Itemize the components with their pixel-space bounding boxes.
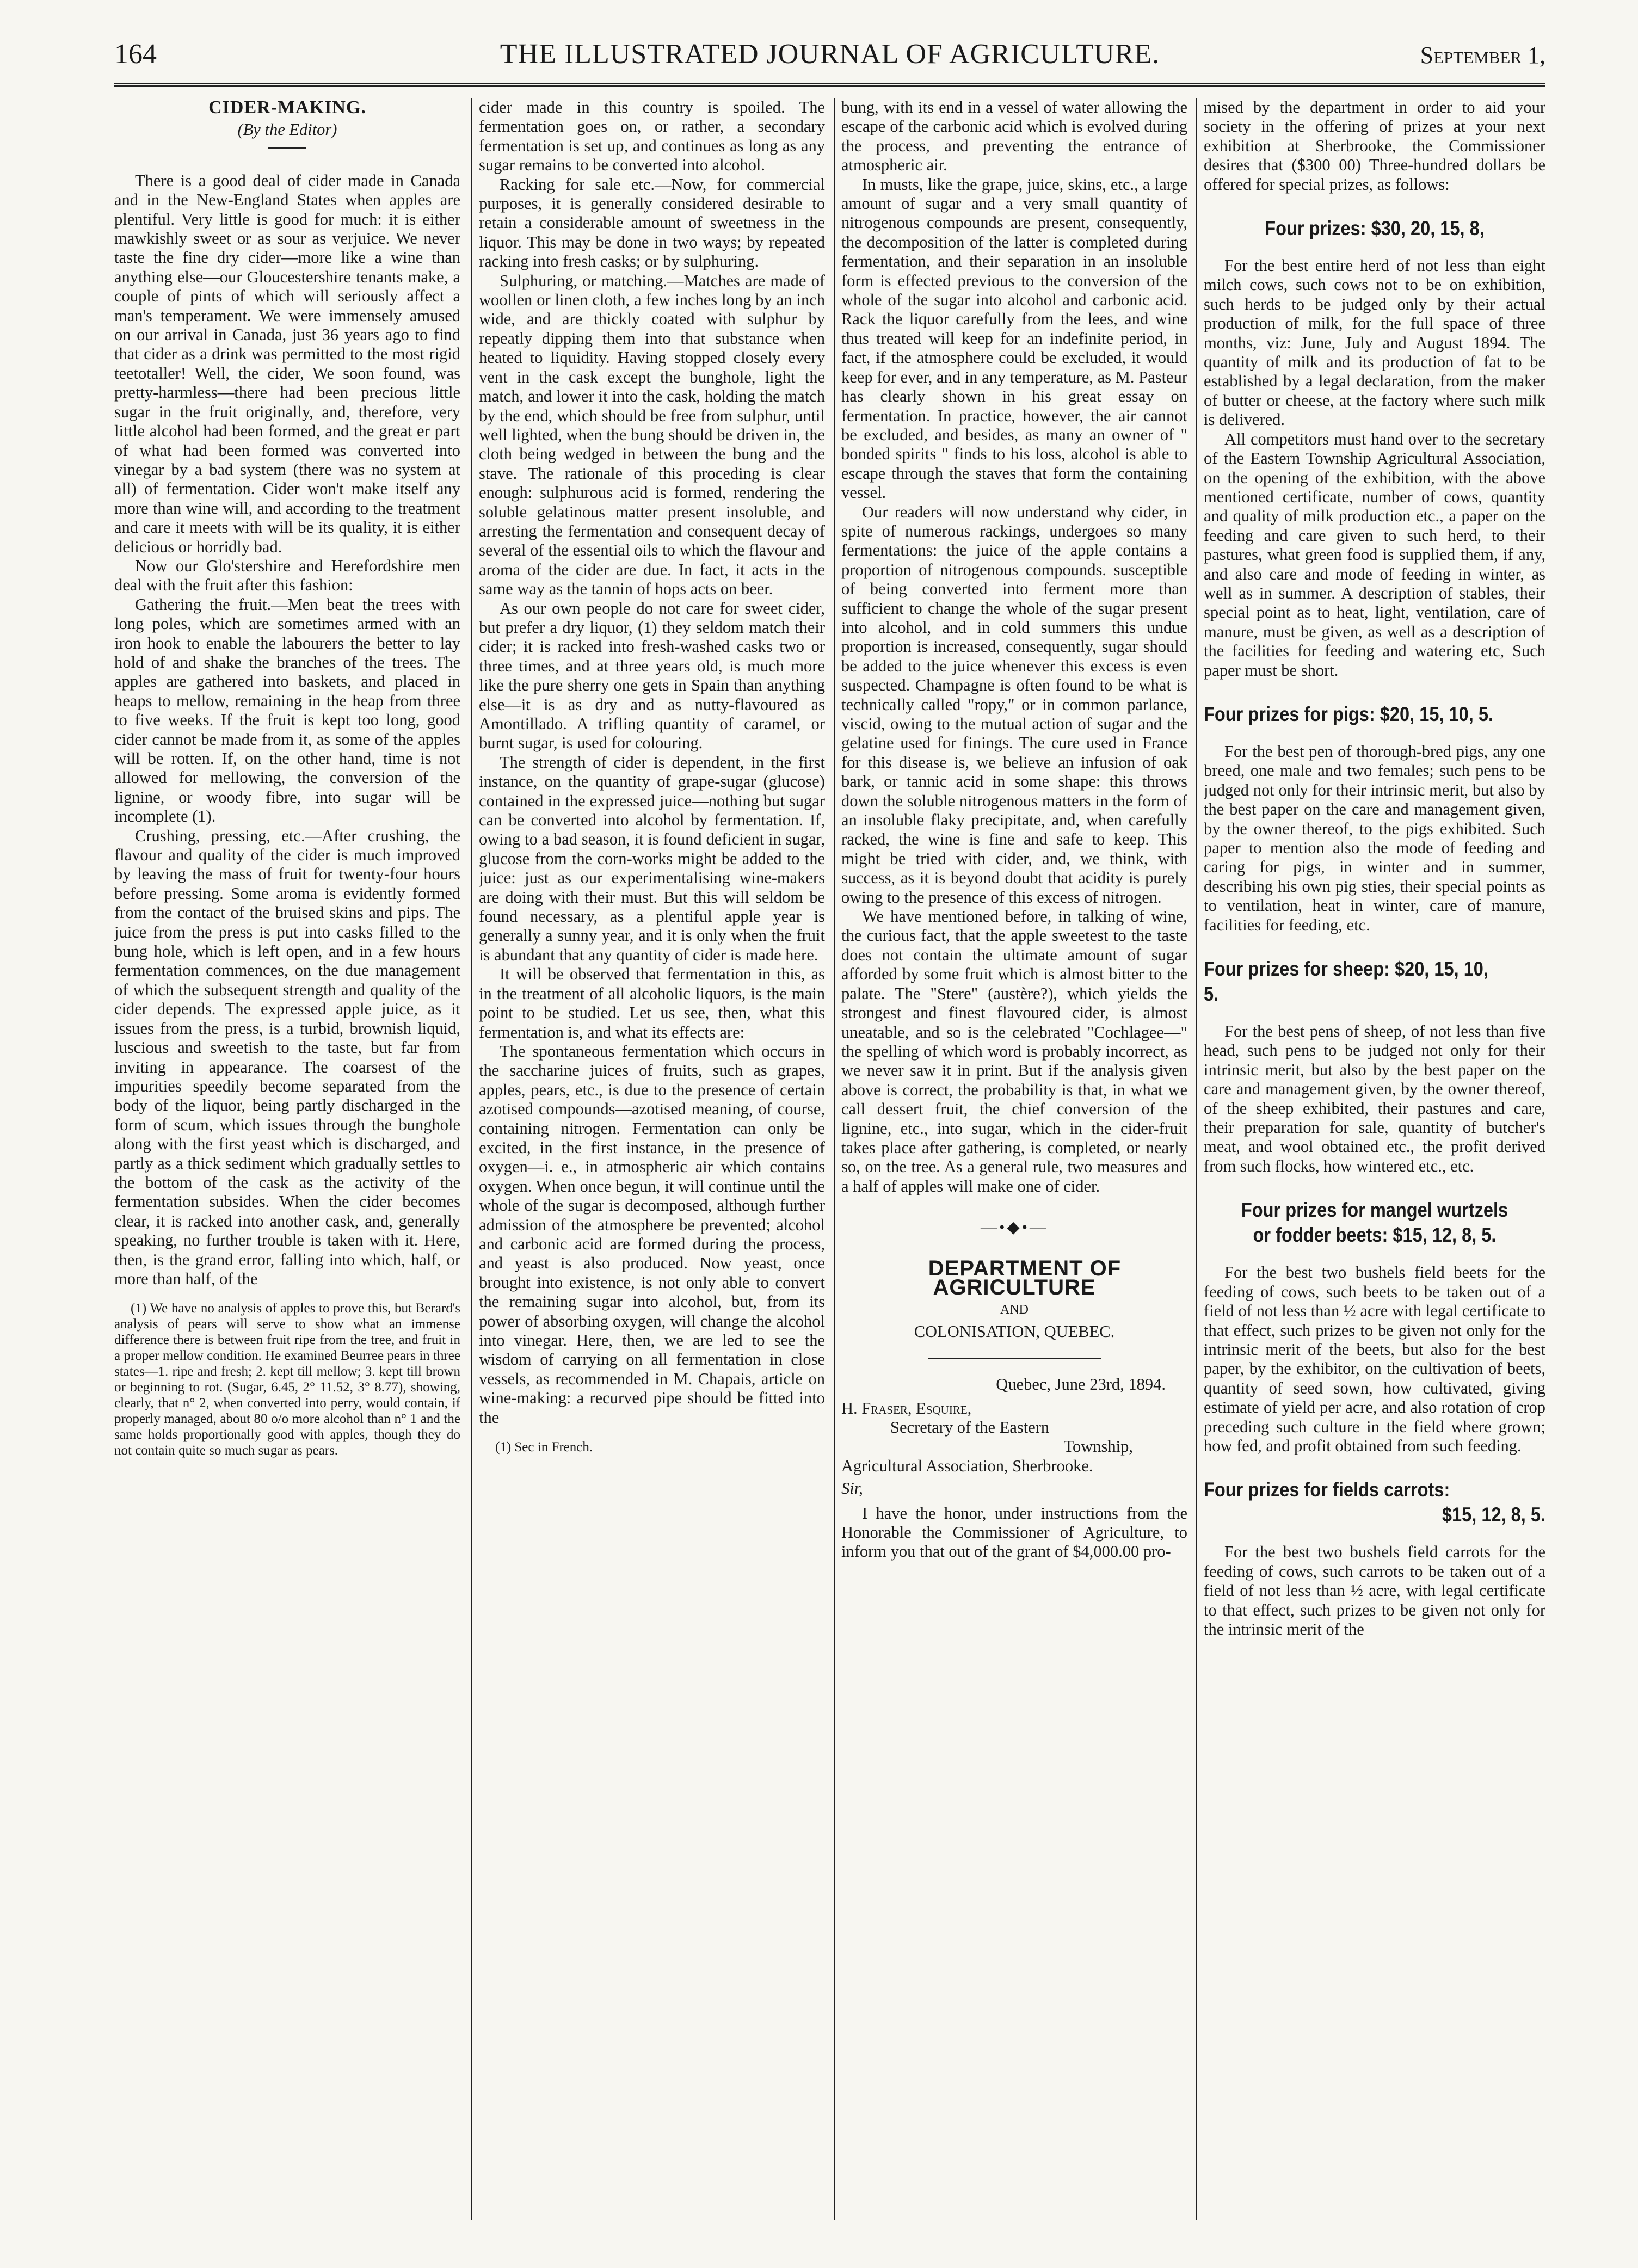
paragraph: Racking for sale etc.—Now, for commercial purposes, it is generally considered desirable to retain a considerable amount of sweetness in the liquor. This may be done in two ways; by repeated racking into fresh casks; or by sulphuring. [479, 175, 825, 271]
journal-title: THE ILLUSTRATED JOURNAL OF AGRICULTURE. [500, 39, 1160, 70]
footnote [114, 1301, 460, 1458]
paragraph: There is a good deal of cider made in Canada and in the New-England States when apples are plentiful. Very little is good for much: it is either mawkishly sweet or as sour as verjuice. We never taste the fine dry cider—more like a wine than anything else—our Gloucestershire tenants make, a couple of pints of which will seriously affect a man's temperament. We were immensely amused on our arrival in Canada, just 36 years ago to find that cider as a drink was permitted to the most rigid teetotaller! Well, the cider, We soon found, was pretty-harmless—there had been precious little sugar in the fruit originally, and, therefore, very little alcohol had been formed, and the great er part of what had been formed was converted into vinegar by a bad system (there was no system at all) of fermentation. Cider won't make itself any more than wine will, and according to the treatment and care it meets with will be its quality, it is either delicious or horridly bad. [114, 171, 460, 556]
prize-heading: Four prizes: $30, 20, 15, 8, [1265, 217, 1485, 240]
paragraph: Crushing, pressing, etc.—After crushing, the flavour and quality of the cider is much improved by leaving the mass of fruit for twenty-four hours before pressing. Some aroma is evidently formed from the contact of the bruised skins and pips. The juice from the press is put into casks filled to the bung hole, which is left open, and in a few hours fermentation commences, on the due management of which the subsequent strength and quality of the cider depends. The expressed apple juice, as it issues from the press, is a turbid, brownish liquid, luscious and sweetish to the taste, but far from inviting in appearance. The coarsest of the impurities speedily become separated from the body of the liquor, being partly discharged in the form of scum, which issues through the bunghole along with the first yeast which is discharged, and partly as a thick sediment which gradually settles to the bottom of the cask as the activity of the fermentation subsides. When the cider becomes clear, it is racked into another cask, and, generally speaking, no further trouble is taken with it. Here, then, is the grand error, falling into which, half, or more than half, of the [114, 826, 460, 1288]
paragraph: It will be observed that fermentation in this, as in the treatment of all alcoholic liquors, is the main point to be studied. Let us see, then, what this fermentation is, and what its effects are: [479, 965, 825, 1041]
article-title: CIDER-MAKING. [208, 98, 366, 118]
column-2 [479, 98, 825, 2220]
paragraph: For the best pens of sheep, of not less than five head, such pens to be judged not only for their intrinsic merit, but also by the best paper on the care and management given, by the owner thereof, of the sheep exhibited, their pastures and care, their preparation for sale, quantity of butcher's meat, and wool obtained etc., the profit derived from such flocks, how wintered etc., etc. [1204, 1022, 1545, 1175]
prize-heading: Four prizes for pigs: $20, 15, 10, 5. [1204, 702, 1494, 725]
letter-salutation: Sir, [841, 1479, 863, 1498]
department-title: DEPARTMENT OF AGRICULTURE [928, 1256, 1122, 1299]
paragraph: We have mentioned before, in talking of wine, the curious fact, that the apple sweetest to the taste does not contain the ultimate amount of sugar afforded by some fruit which is almost bitter to the palate. The "Stere" (austère?), which yields the strongest and finest flavoured cider, is almost uneatable, and so is the celebrated "Cochlagee—" the spelling of which word is probably incorrect, as we never saw it in print. But if the analysis given above is correct, the probability is that, in what we call dessert fruit, the chief conversion of the lignine, etc., into sugar, which in the cider-fruit takes place after gathering, is completed, or nearly so, on the tree. As a general rule, two measures and a half of apples will make one of cider. [841, 907, 1187, 1195]
page-header [114, 38, 1545, 76]
footnote-text: (1) Sec in French. [495, 1440, 593, 1455]
letter-addressee: H. Fraser, Esquire, [841, 1398, 972, 1418]
department-and: AND [1000, 1303, 1029, 1317]
paragraph: Sulphuring, or matching.—Matches are made of woollen or linen cloth, a few inches long by an inch wide, and are thickly coated with sulphur by repeatly dipping them into that substance when heated to liquidity. Having stopped closely every vent in the cask except the bunghole, light the match, and lower it into the cask, holding the match by the end, which should be free from sulphur, until well lighted, when the bung should be driven in, the cloth being wedged in between the bung and the stave. The rationale of this proceding is clear enough: sulphurous acid is formed, rendering the soluble gelatinous matter present insoluble, and arresting the fermentation and consequent decay of several of the essential oils to which the flavour and aroma of the cider are due. In fact, it acts in the same way as the tannin of hops acts on beer. [479, 271, 825, 599]
column-divider [834, 98, 835, 2220]
column-divider [471, 98, 472, 2220]
department-subtitle: COLONISATION, QUEBEC. [914, 1322, 1115, 1341]
column-1 [114, 98, 460, 2220]
paragraph: Our readers will now understand why cider, in spite of numerous rackings, undergoes so many fermentations: the juice of the apple contains a proportion of nitrogenous compounds. susceptible of being converted into ferment more than sufficient to change the whole of the sugar present into alcohol, and in cold summers this undue proportion is increased, consequently, sugar should be added to the juice whenever this excess is even suspected. Champagne is often found to be what is technically called "ropy," or in common parlance, viscid, owing to the mutual action of sugar and the gelatine used for finings. The cure used in France for this disease is, we believe an infusion of oak bark, or tannic acid in some shape: this throws down the soluble nitrogenous matters in the form of an insoluble flaky precipitate, and, when carefully racked, the wine is fine and safe to keep. This might be tried with cider, and, we think, with success, as it is beyond doubt that acidity is purely owing to the presence of this excess of nitrogen. [841, 502, 1187, 907]
column-4 [1204, 98, 1545, 2220]
paragraph: Now our Glo'stershire and Herefordshire men deal with the fruit after this fashion: [114, 556, 460, 595]
title-rule [268, 147, 306, 149]
paragraph: As our own people do not care for sweet cider, but prefer a dry liquor, (1) they seldom match their cider; it is racked into fresh-washed casks two or three times, and at three years old, is much more like the pure sherry one gets in Spain than anything else—it is as dry and as nutty-flavoured as Amontillado. A trifling quantity of caramel, or burnt sugar, is used for colouring. [479, 599, 825, 753]
paragraph: For the best pen of thorough-bred pigs, any one breed, one male and two females; such pens to be judged not only for their intrinsic merit, but also by the best paper on the care and management given, by the owner thereof, to the pigs exhibited. Such paper to mention also the mode of feeding and caring for pigs, in winter and in summer, describing his own pig sties, their special points as to ventilation, heat in winter, care of manure, facilities for feeding, etc. [1204, 742, 1545, 934]
paragraph: mised by the department in order to aid your society in the offering of prizes at your next exhibition at Sherbrooke, the Commissioner desires that ($300 00) Three-hundred dollars be offered for special prizes, as follows: [1204, 98, 1545, 194]
prize-heading: $15, 12, 8, 5. [1442, 1503, 1545, 1526]
paragraph: All competitors must hand over to the secretary of the Eastern Township Agricultural Association, on the opening of the exhibition, with the above mentioned certificate, number of cows, quantity and quality of milk production etc., a paper on the feeding and care given to such herd, to their pastures, what green food is supplied them, if any, and also care and mode of feeding in winter, as well as in summer. A description of stables, their special point as to heat, light, ventilation, care of manure, must be given, as well as a description of the facilities for feeding and watering etc, Such paper must be short. [1204, 429, 1545, 680]
footnote [479, 1439, 825, 1455]
paragraph: Gathering the fruit.—Men beat the trees with long poles, which are sometimes armed with an iron hook to enable the labourers the better to lay hold of and shake the branches of the trees. The apples are gathered into baskets, and placed in heaps to mellow, remaining in the heap from three to five weeks. If the fruit is kept too long, good cider cannot be made from it, as some of the apples will be rotten. If, on the other hand, time is not allowed for mellowing, the conversion of the lignine, or woody fibre, into sugar will be incomplete (1). [114, 595, 460, 826]
prize-heading: or fodder beets: $15, 12, 8, 5. [1253, 1224, 1497, 1247]
footnote-text: (1) We have no analysis of apples to prove this, but Berard's analysis of pears will serve to show what an immense difference there is between fruit ripe from the tree, and fruit in a proper mellow condition. He examined Beurree pears in three states—1. ripe and fresh; 2. kept till mellow; 3. kept till brown or beginning to rot. (Sugar, 6.45, 2° 11.52, 3° 8.77), showing, clearly, that n° 2, when converted into perry, would contain, if properly managed, about 80 o/o more alcohol than n° 1 and the same holds proportionally good with apples, though they do not contain quite so much sugar as pears. [114, 1301, 460, 1458]
header-rule [114, 83, 1545, 87]
paragraph: In musts, like the grape, juice, skins, etc., a large amount of sugar and a very small quantity of nitrogenous compounds are present, consequently, the decomposition of the latter is completed during fermentation, and their separation in an insoluble form is effected previous to the conversion of the whole of the sugar into alcohol and carbonic acid. Rack the liquor carefully from the lees, and wine thus treated will keep for an indefinite period, in fact, if the atmosphere could be excluded, it would keep for ever, and in any temperature, as M. Pasteur has clearly shown in his great essay on fermentation. In practice, however, the air cannot be excluded, and besides, as many an owner of " bonded spirits " finds to his loss, alcohol is able to escape through the staves that form the containing vessel. [841, 175, 1187, 502]
letter-addressee-line: Agricultural Association, Sherbrooke. [841, 1456, 1093, 1475]
letter-date: Quebec, June 23rd, 1894. [996, 1375, 1166, 1394]
paragraph: For the best two bushels field beets for the feeding of cows, such beets to be taken out of a field of not less than ½ acre with legal certificate to that effect, such prizes to be given not only for the intrinsic merit of the beets, but also for the best paper, by the exhibitor, on the cultivation of beets, quantity of seed sown, how cultivated, giving estimate of yield per acre, and also rotation of crop preceding such culture in the field where grown; how fed, and profit obtained from such feeding. [1204, 1263, 1545, 1455]
byline: (By the Editor) [237, 120, 337, 139]
paragraph: The strength of cider is dependent, in the first instance, on the quantity of grape-sugar (glucose) contained in the expressed juice—nothing but sugar can be converted into alcohol by fermentation. If, owing to a bad season, it is found deficient in sugar, glucose from the corn-works might be added to the juice: just as our experimentalising wine-makers are doing with their must. But this will seldom be found necessary, as a plentiful apple year is generally a sunny year, and it is only when the fruit is abundant that any quantity of cider is made here. [479, 753, 825, 964]
paragraph: For the best entire herd of not less than eight milch cows, such cows not to be on exhibition, such herds to be judged only by their actual production of milk, for the full space of three months, viz: June, July and August 1894. The quantity of milk and its production of fat to be established by a legal declaration, from the maker of butter or cheese, at the factory where such milk is delivered. [1204, 256, 1545, 429]
section-ornament: —•◆•— [980, 1218, 1049, 1237]
prize-heading: Four prizes for mangel wurtzels [1241, 1199, 1508, 1222]
column-3 [841, 98, 1187, 2220]
paragraph: cider made in this country is spoiled. The fermentation goes on, or rather, a secondary fermentation is set up, and continues as long as any sugar remains to be converted into alcohol. [479, 98, 825, 175]
paragraph: The spontaneous fermentation which occurs in the saccharine juices of fruits, such as grapes, apples, pears, etc., is due to the presence of certain azotised compounds—azotised meaning, of course, containing nitrogen. Fermentation can only be excited, in the first instance, in the presence of oxygen—i. e., in atmospheric air which contains oxygen. When once begun, it will continue until the whole of the sugar is decomposed, although further admission of the atmosphere be prevented; alcohol and carbonic acid are formed during the process, and yeast is also produced. Now yeast, once brought into existence, is not only able to convert the remaining sugar into alcohol, but, from its power of absorbing oxygen, will change the alcohol into vinegar. Here, then, we are led to see the wisdom of carrying on all fermentation in close vessels, as recommended in M. Chapais, article on wine-making: a recurved pipe should be fitted into the [479, 1041, 825, 1427]
paragraph: bung, with its end in a vessel of water allowing the escape of the carbonic acid which is evolved during the process, and preventing the entrance of atmospheric air. [841, 98, 1187, 175]
prize-heading: Four prizes for sheep: $20, 15, 10, 5. [1204, 958, 1488, 1006]
issue-date: September 1, [1420, 42, 1545, 69]
letter-addressee-line: Township, [1063, 1437, 1133, 1456]
column-divider [1196, 98, 1197, 2220]
letter-addressee-line: Secretary of the Eastern [890, 1418, 1050, 1437]
paragraph: For the best two bushels field carrots for the feeding of cows, such carrots to be taken out of a field of not less than ½ acre, with legal certificate to that effect, such prizes to be given not only for the intrinsic merit of the [1204, 1543, 1545, 1638]
prize-heading: Four prizes for fields carrots: [1204, 1478, 1450, 1501]
page-number: 164 [114, 39, 157, 70]
department-rule [928, 1358, 1101, 1359]
letter-body: I have the honor, under instructions from the Honorable the Commissioner of Agriculture, to inform you that out of the grant of $4,000.00 pro- [841, 1503, 1187, 1561]
